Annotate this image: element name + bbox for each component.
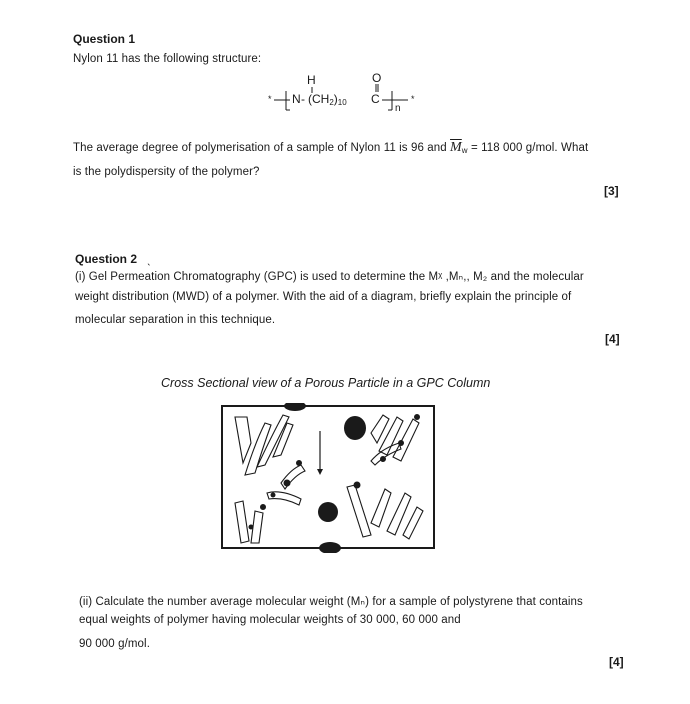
chain-end-star-left: * [268, 94, 272, 104]
hydrogen-atom: H [307, 73, 316, 87]
question-2i-line-1: (i) Gel Permeation Chromatography (GPC) is used to determine the Mᵡ ,Mₙ,, M₂ and the molecular [75, 271, 584, 283]
mw-symbol: $\overline{M}$ [450, 140, 462, 155]
question-2ii-line-1: (ii) Calculate the number average molecular weight (Mₙ) for a sample of polystyrene that contains [79, 596, 583, 608]
methylene-group: $(CH_2)_{10}$ [308, 92, 347, 107]
question-1-intro: Nylon 11 has the following structure: [73, 53, 262, 65]
large-molecule-center [318, 502, 338, 522]
question-2ii-marks: [4] [609, 655, 624, 669]
oxygen-atom: O [372, 71, 382, 85]
bond-dash: - [301, 92, 305, 106]
question-2ii-line-3: 90 000 g/mol. [79, 638, 150, 650]
question-1-marks: [3] [604, 184, 619, 198]
question-1-title: Question 1 [73, 32, 136, 46]
figure-caption: Cross Sectional view of a Porous Particle in a GPC Column [161, 376, 491, 390]
question-2ii-line-2: equal weights of polymer having molecular weights of 30 000, 60 000 and [79, 614, 461, 626]
gpc-porous-particle-diagram [221, 403, 441, 553]
question-1-text-line-1: The average degree of polymerisation of a sample of Nylon 11 is 96 and $\overline{M}_w = 118$ 000 g/mol. What [73, 140, 589, 155]
carbonyl-carbon: C [371, 92, 380, 106]
nylon-11-structure [268, 70, 438, 130]
question-2i-line-3: molecular separation in this technique. [75, 314, 276, 326]
question-2i-line-2: weight distribution (MWD) of a polymer. With the aid of a diagram, briefly explain the principle of [75, 291, 572, 303]
large-molecule-left [344, 416, 366, 440]
question-1-text-line-2: is the polydispersity of the polymer? [73, 166, 260, 178]
chain-end-star-right: * [411, 94, 415, 104]
question-2-title: Question 2 ˎ [75, 252, 152, 266]
repeat-count-n: n [395, 103, 401, 114]
question-2i-marks: [4] [605, 332, 620, 346]
nitrogen-atom: N [292, 92, 301, 106]
tick-mark: ˎ [147, 252, 152, 266]
